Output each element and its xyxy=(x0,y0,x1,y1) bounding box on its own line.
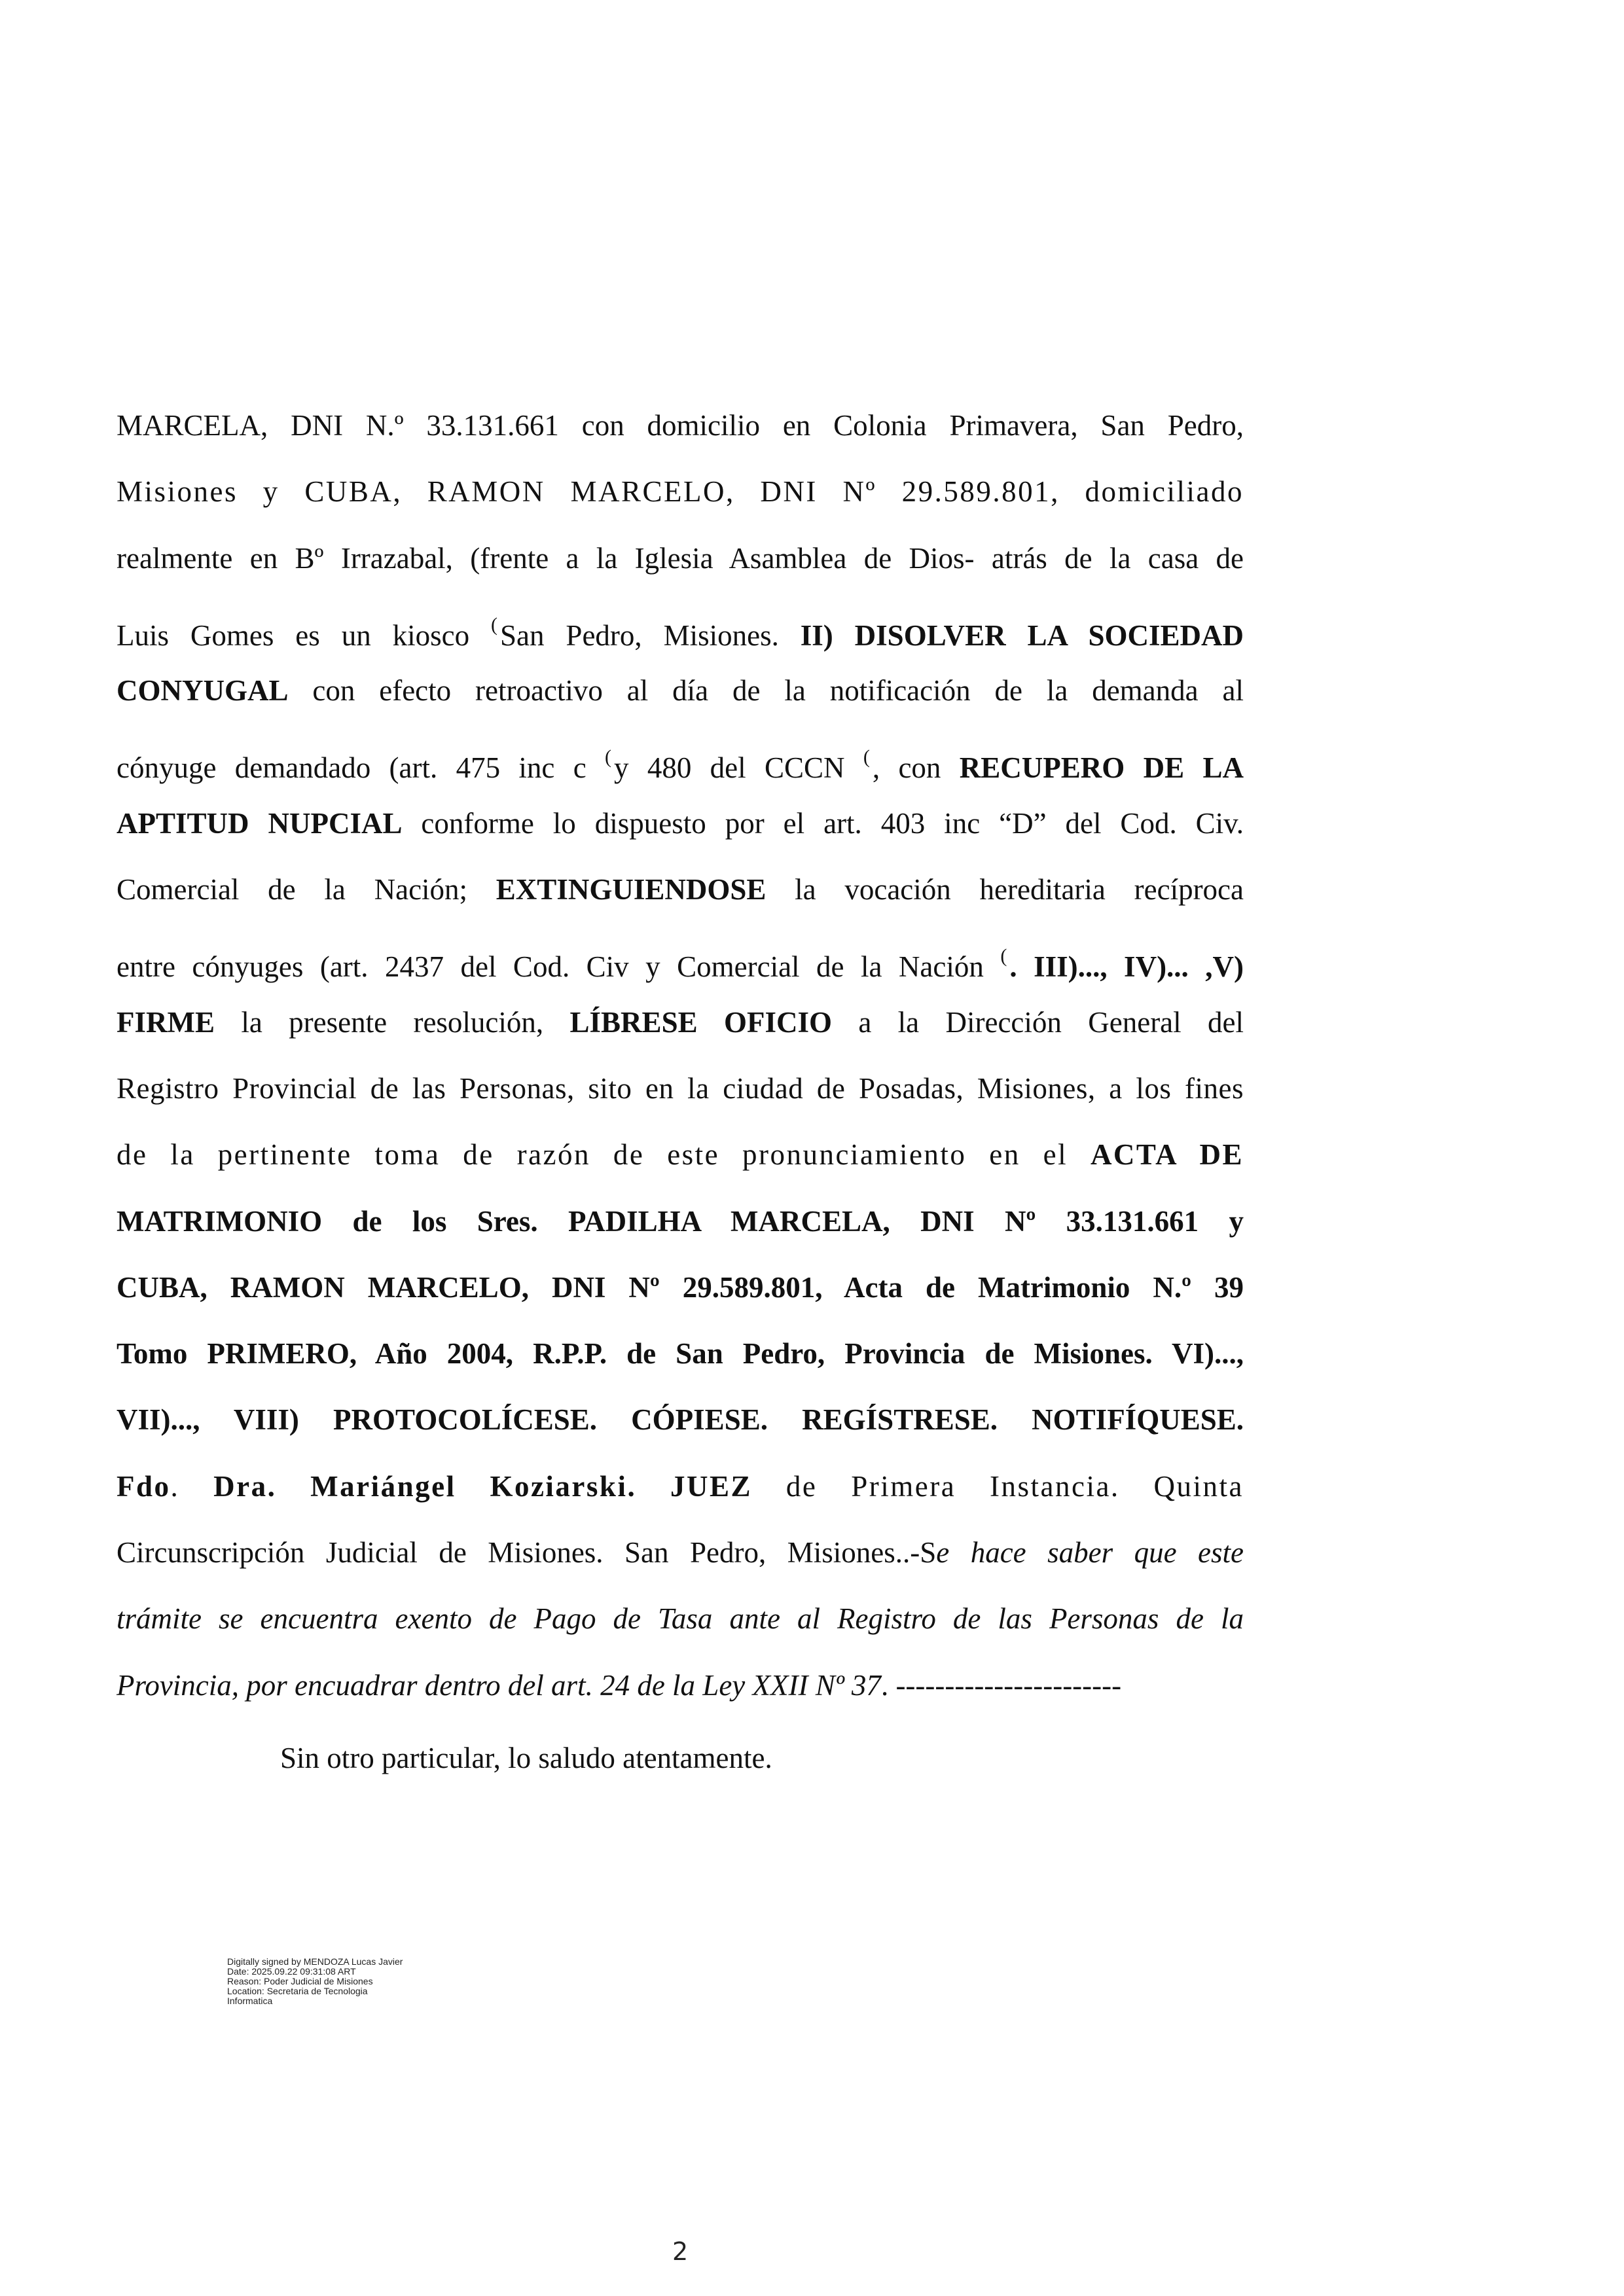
text-segment: FIRME xyxy=(117,1005,215,1039)
superscript-paren: ( xyxy=(491,613,498,636)
body-line xyxy=(117,1056,1244,1122)
text-segment: Fdo xyxy=(117,1469,171,1503)
body-line xyxy=(117,1321,1244,1387)
document-body xyxy=(117,393,1244,1719)
text-segment: Luis Gomes es un kiosco xyxy=(117,619,492,652)
text-segment: , con xyxy=(872,751,960,785)
body-line xyxy=(117,1520,1244,1586)
text-segment: Circunscripción Judicial de Misiones. San Pedro, Misiones..-S xyxy=(117,1536,937,1570)
superscript-paren: ( xyxy=(863,746,870,768)
text-segment: de Primera Instancia. Quinta xyxy=(752,1469,1244,1503)
signature-location-cont: Informatica xyxy=(227,1996,273,2006)
body-line xyxy=(117,1387,1244,1453)
text-segment: cónyuge demandado (art. 475 inc c xyxy=(117,751,605,785)
body-line xyxy=(117,459,1244,525)
text-segment: Tomo PRIMERO, Año 2004, R.P.P. de San Pedro, Provincia de Misiones. VI)..., xyxy=(117,1337,1244,1371)
text-segment: Dra. Mariángel Koziarski. JUEZ xyxy=(213,1469,753,1503)
text-segment: con efecto retroactivo al día de la notificación de la demanda al xyxy=(288,674,1244,708)
signature-signer: Digitally signed by MENDOZA Lucas Javier xyxy=(227,1956,403,1967)
text-segment: Misiones y CUBA, RAMON MARCELO, DNI Nº 29.589.801, domiciliado xyxy=(117,475,1244,509)
text-segment: II) DISOLVER LA SOCIEDAD xyxy=(800,619,1244,652)
text-segment: MARCELA, DNI N.º 33.131.661 con domicilio en Colonia Primavera, San Pedro, xyxy=(117,409,1244,442)
signature-reason: Reason: Poder Judicial de Misiones xyxy=(227,1976,373,1986)
text-segment: RECUPERO DE LA xyxy=(959,751,1244,785)
body-line xyxy=(117,592,1244,658)
body-line xyxy=(117,393,1244,459)
text-segment: . III)..., IV)... ,V) xyxy=(1009,950,1244,984)
signature-date: Date: 2025.09.22 09:31:08 ART xyxy=(227,1966,356,1977)
body-line xyxy=(117,1189,1244,1255)
signature-location: Location: Secretaria de Tecnologia xyxy=(227,1986,368,1996)
body-line xyxy=(117,1255,1244,1321)
text-segment: San Pedro, Misiones. xyxy=(500,619,801,652)
text-segment: ACTA DE xyxy=(1090,1138,1244,1172)
body-line xyxy=(117,1653,1244,1719)
text-segment: Provincia, por encuadrar dentro del art. 24 de la Ley XXII Nº 37 xyxy=(117,1668,881,1702)
body-line xyxy=(117,658,1244,724)
text-segment: de la pertinente toma de razón de este pronunciamiento en el xyxy=(117,1138,1091,1172)
body-line xyxy=(117,724,1244,790)
text-segment: CUBA, RAMON MARCELO, DNI Nº 29.589.801, Acta de Matrimonio N.º 39 xyxy=(117,1270,1244,1304)
text-segment: APTITUD NUPCIAL xyxy=(117,806,403,840)
page-number: 2 xyxy=(672,2237,689,2266)
text-segment: y 480 del CCCN xyxy=(614,751,863,785)
superscript-paren: ( xyxy=(1000,945,1007,967)
body-line xyxy=(117,923,1244,989)
text-segment: la vocación hereditaria recíproca xyxy=(766,873,1244,906)
text-segment: entre cónyuges (art. 2437 del Cod. Civ y Comercial de la Nación xyxy=(117,950,1001,984)
body-line xyxy=(117,1586,1244,1652)
text-segment: conforme lo dispuesto por el art. 403 inc “D” del Cod. Civ. xyxy=(402,806,1244,840)
body-line xyxy=(117,526,1244,592)
text-segment: CONYUGAL xyxy=(117,674,289,708)
text-segment: Comercial de la Nación; xyxy=(117,873,496,906)
text-segment: trámite se encuentra exento de Pago de Tasa ante al Registro de las Personas de la xyxy=(117,1602,1244,1636)
text-segment: LÍBRESE OFICIO xyxy=(569,1005,832,1039)
body-line xyxy=(117,791,1244,857)
body-line xyxy=(117,1454,1244,1520)
text-segment: Registro Provincial de las Personas, sito en la ciudad de Posadas, Misiones, a los fines xyxy=(117,1071,1244,1105)
text-segment: . ----------------------- xyxy=(880,1668,1122,1702)
digital-signature-block xyxy=(227,1957,403,2006)
text-segment: EXTINGUIENDOSE xyxy=(496,873,767,906)
text-segment: VII)..., VIII) PROTOCOLÍCESE. CÓPIESE. REGÍSTRESE. NOTIFÍQUESE. xyxy=(117,1403,1244,1437)
text-segment: . xyxy=(170,1469,214,1503)
body-line xyxy=(117,990,1244,1056)
text-segment: a la Dirección General del xyxy=(831,1005,1244,1039)
body-line xyxy=(117,857,1244,923)
body-line xyxy=(117,1122,1244,1188)
text-segment: e hace saber que este xyxy=(936,1536,1244,1570)
closing-line: Sin otro particular, lo saludo atentamente. xyxy=(280,1742,772,1774)
text-segment: realmente en Bº Irrazabal, (frente a la Iglesia Asamblea de Dios- atrás de la casa de xyxy=(117,541,1244,575)
text-segment: la presente resolución, xyxy=(215,1005,570,1039)
text-segment: MATRIMONIO de los Sres. PADILHA MARCELA, DNI Nº 33.131.661 y xyxy=(117,1204,1244,1238)
superscript-paren: ( xyxy=(605,746,612,768)
